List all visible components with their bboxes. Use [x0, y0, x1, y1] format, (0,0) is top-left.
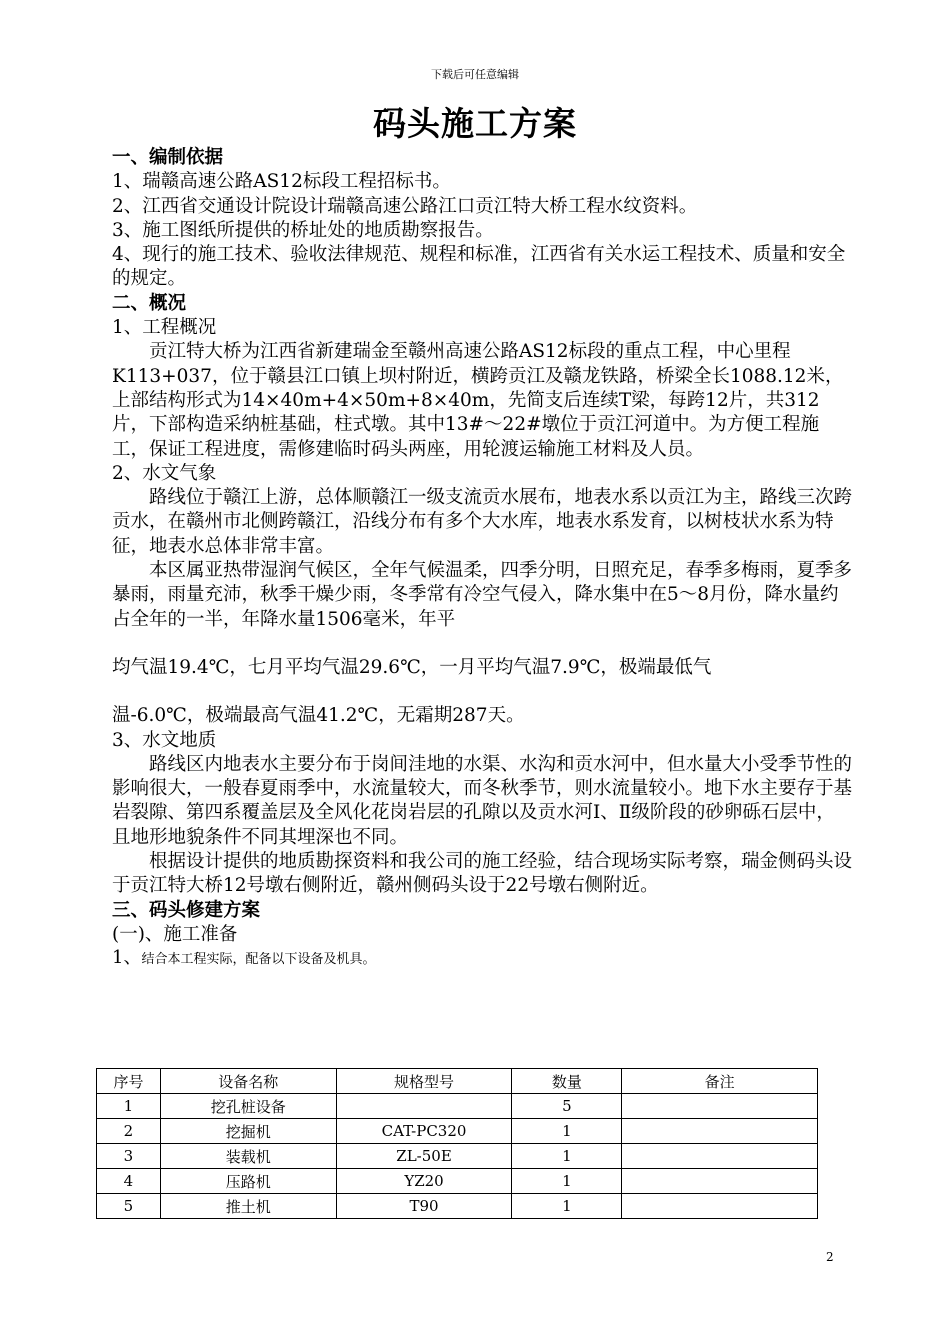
table-cell: 挖掘机	[160, 1119, 336, 1144]
table-cell: 挖孔桩设备	[160, 1094, 336, 1119]
table-row	[97, 1094, 818, 1119]
table-cell: YZ20	[336, 1169, 512, 1194]
page-header: 下载后可任意编辑	[431, 68, 519, 81]
table-cell	[336, 1094, 512, 1119]
subheading-hydrogeology: 3、水文地质	[112, 729, 217, 751]
table-cell: 1	[97, 1094, 161, 1119]
paragraph-climate-b: 均气温19.4℃，七月平均气温29.6℃，一月平均气温7.9℃，极端最低气	[112, 656, 712, 678]
table-cell	[622, 1169, 818, 1194]
equipment-table	[96, 1068, 818, 1219]
paragraph-project-overview: 贡江特大桥为江西省新建瑞金至赣州高速公路AS12标段的重点工程，中心里程K113+037，位于赣县江口镇上坝村附近，横跨贡江及赣龙铁路，桥梁全长1088.12米，上部结构形式为14×40m+4×50m+8×40m，先简支后连续T梁，每跨12片，共312片，下部构造采纳桩基础，柱式墩。其中13#～22#墩位于贡江河道中。为方便工程施工，保证工程进度，需修建临时码头两座，用轮渡运输施工材料及人员。	[112, 341, 844, 460]
document-title: 码头施工方案	[373, 104, 577, 143]
table-cell: T90	[336, 1194, 512, 1219]
subheading-preparation: (一)、施工准备	[112, 923, 238, 945]
paragraph-hydrogeology: 路线区内地表水主要分布于岗间洼地的水渠、水沟和贡水河中，但水量大小受季节性的影响很大，一般春夏雨季中，水流量较大，而冬秋季节，则水流量较小。地下水主要存于基岩裂隙、第四系覆盖层及全风化花岗岩层的孔隙以及贡水河Ⅰ、Ⅱ级阶段的砂卵砾石层中，且地形地貌条件不同其埋深也不同。	[112, 753, 853, 848]
section1-item: 4、现行的施工技术、验收法律规范、规程和标准，江西省有关水运工程技术、质量和安全的规定。	[112, 244, 846, 290]
section2-heading: 二、概况	[112, 292, 187, 314]
header-cell: 序号	[97, 1069, 161, 1094]
table-cell	[622, 1194, 818, 1219]
paragraph-wharf-location: 根据设计提供的地质勘探资料和我公司的施工经验，结合现场实际考察，瑞金侧码头设于贡江特大桥12号墩右侧附近，赣州侧码头设于22号墩右侧附近。	[112, 851, 853, 897]
table-cell: 5	[97, 1194, 161, 1219]
table-row	[97, 1144, 818, 1169]
subheading-project-overview: 1、工程概况	[112, 317, 217, 339]
table-cell	[622, 1144, 818, 1169]
header-cell: 数量	[512, 1069, 622, 1094]
section1-item: 1、瑞赣高速公路AS12标段工程招标书。	[112, 171, 451, 193]
table-row	[97, 1169, 818, 1194]
subheading-hydrology-climate: 2、水文气象	[112, 462, 217, 484]
header-cell: 规格型号	[336, 1069, 512, 1094]
table-cell: 1	[512, 1194, 622, 1219]
document-body	[112, 146, 852, 969]
table-cell: 推土机	[160, 1194, 336, 1219]
table-cell	[622, 1119, 818, 1144]
table-header-row	[97, 1069, 818, 1094]
section1-heading: 一、编制依据	[112, 147, 224, 168]
header-cell: 备注	[622, 1069, 818, 1094]
table-cell: ZL-50E	[336, 1144, 512, 1169]
section3-heading: 三、码头修建方案	[112, 899, 261, 921]
section1-item: 3、施工图纸所提供的桥址处的地质勘察报告。	[112, 219, 494, 241]
header-cell: 设备名称	[160, 1069, 336, 1094]
table-cell: 2	[97, 1119, 161, 1144]
table-cell: CAT-PC320	[336, 1119, 512, 1144]
equipment-intro-text: 结合本工程实际，配备以下设备及机具。	[141, 952, 376, 968]
table-cell: 1	[512, 1119, 622, 1144]
table-row	[97, 1194, 818, 1219]
table-cell: 装载机	[160, 1144, 336, 1169]
equipment-intro-number: 1、	[112, 947, 142, 969]
table-cell: 压路机	[160, 1169, 336, 1194]
table-cell: 1	[512, 1169, 622, 1194]
paragraph-hydrology: 路线位于赣江上游，总体顺赣江一级支流贡水展布，地表水系以贡江为主，路线三次跨贡水，在赣州市北侧跨赣江，沿线分布有多个大水库，地表水系发育，以树枝状水系为特征，地表水总体非常丰富。	[112, 487, 853, 557]
equipment-intro	[112, 949, 852, 969]
table-cell: 3	[97, 1144, 161, 1169]
table-cell	[622, 1094, 818, 1119]
section1-item: 2、江西省交通设计院设计瑞赣高速公路江口贡江特大桥工程水纹资料。	[112, 195, 698, 217]
page-number: 2	[826, 1250, 834, 1264]
paragraph-climate-c: 温-6.0℃，极端最高气温41.2℃，无霜期287天。	[112, 705, 525, 727]
table-cell: 4	[97, 1169, 161, 1194]
table-cell: 5	[512, 1094, 622, 1119]
table-cell: 1	[512, 1144, 622, 1169]
table-row	[97, 1119, 818, 1144]
paragraph-climate-a: 本区属亚热带湿润气候区，全年气候温柔，四季分明，日照充足，春季多梅雨，夏季多暴雨，雨量充沛，秋季干燥少雨，冬季常有冷空气侵入，降水集中在5～8月份，降水量约占全年的一半，年降水量1506毫米，年平	[112, 560, 853, 630]
